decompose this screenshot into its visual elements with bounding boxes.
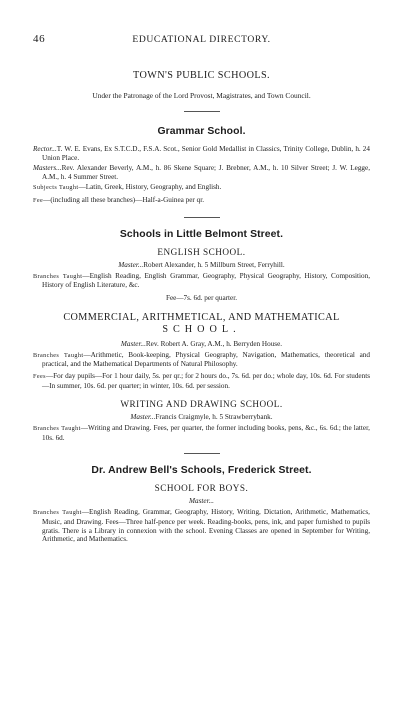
commercial-fees bbox=[33, 372, 370, 390]
bell-branches bbox=[33, 508, 370, 543]
section-title-towns-public-schools: TOWN'S PUBLIC SCHOOLS. bbox=[133, 70, 270, 81]
master-label: Master... bbox=[120, 339, 146, 348]
page-number: 46 bbox=[33, 33, 46, 45]
branches-label: Branches Taught bbox=[33, 425, 81, 433]
running-head bbox=[33, 33, 370, 47]
writing-master bbox=[33, 413, 370, 421]
masters-text: Rev. Alexander Beverly, A.M., h. 86 Skene Square; J. Brebner, A.M., h. 10 Silver Street; J. W. Legge, A.M., h. 4 Summer Street. bbox=[42, 164, 370, 181]
rector-text: T. W. E. Evans, Ex S.T.C.D., F.S.A. Scot., Senior Gold Medallist in Classics, Trinity College, Dublin, h. 24 Union Place. bbox=[42, 145, 370, 162]
divider-rule bbox=[184, 453, 220, 454]
branches-text: —English Reading, English Grammar, Geography, Physical Geography, History, Composition, History of English Literature, &c. bbox=[42, 271, 370, 290]
master-label: Master... bbox=[130, 413, 156, 422]
rector-label: Rector... bbox=[33, 145, 57, 153]
master-text: Rev. Robert A. Gray, A.M., h. Berryden House. bbox=[145, 339, 283, 348]
grammar-masters bbox=[33, 164, 370, 181]
subjects-label: Subjects Taught bbox=[33, 184, 79, 192]
fees-text: —For day pupils—For 1 hour daily, 5s. per qr.; for 2 hours do., 7s. 6d. per do.; whole day, 10s. 6d. For students—In summer, 10s. 6d. per quarter; in winter, 10s. 6d. per session. bbox=[42, 371, 370, 390]
subjects-text: —Latin, Greek, History, Geography, and English. bbox=[78, 183, 222, 192]
master-label: Master... bbox=[118, 260, 144, 269]
masters-label: Masters... bbox=[33, 164, 62, 173]
english-master bbox=[33, 261, 370, 269]
commercial-branches bbox=[33, 351, 370, 369]
bell-schools-heading: Dr. Andrew Bell's Schools, Frederick Street. bbox=[91, 465, 312, 477]
little-belmont-heading: Schools in Little Belmont Street. bbox=[119, 228, 284, 240]
grammar-school-heading: Grammar School. bbox=[157, 126, 246, 137]
branches-label: Branches Taught bbox=[33, 351, 84, 359]
fees-label: Fees bbox=[33, 372, 46, 380]
commercial-heading-line1: COMMERCIAL, ARITHMETICAL, AND MATHEMATICAL bbox=[63, 311, 340, 323]
school-for-boys-heading: SCHOOL FOR BOYS. bbox=[154, 483, 249, 494]
branches-text: —Arithmetic, Book-keeping, Physical Geography, Navigation, Mathematics, theoretical and practical, and the Mathematical Departments of Natural Philosophy. bbox=[42, 350, 370, 369]
fee-label: Fee bbox=[33, 196, 44, 204]
english-branches bbox=[33, 272, 370, 290]
bell-master bbox=[33, 497, 370, 505]
divider-rule bbox=[184, 217, 220, 218]
grammar-fee bbox=[33, 196, 370, 206]
english-fee: Fee—7s. 6d. per quarter. bbox=[165, 293, 238, 302]
english-school-heading: ENGLISH SCHOOL. bbox=[157, 246, 246, 257]
patronage-line: Under the Patronage of the Lord Provost, Magistrates, and Town Council. bbox=[92, 91, 311, 100]
branches-text: —English Reading, Grammar, Geography, History, Writing, Dictation, Arithmetic, Mathematics, Music, and Drawing. Fees—Three half-pence per week. Reading-books, pens, ink, and paper furnished to pupils gratis. There is a Library in connexion with the school. Evening Classes are opened in September for Writing, Arithmetic, and Mathematics. bbox=[42, 508, 370, 544]
divider-rule bbox=[184, 111, 220, 112]
master-label: Master... bbox=[189, 497, 214, 506]
master-text: Robert Alexander, h. 5 Millburn Street, Ferryhill. bbox=[143, 260, 285, 269]
fee-text: —(including all these branches)—Half-a-Guinea per qr. bbox=[43, 195, 204, 204]
grammar-subjects bbox=[33, 183, 370, 193]
running-title: EDUCATIONAL DIRECTORY. bbox=[132, 34, 271, 45]
grammar-rector bbox=[33, 145, 370, 162]
master-text: Francis Craigmyle, h. 5 Strawberrybank. bbox=[155, 413, 273, 422]
branches-text: —Writing and Drawing. Fees, per quarter, the former including books, pens, &c., 6s. 6d.; the latter, 10s. 6d. bbox=[42, 424, 370, 442]
writing-branches bbox=[33, 424, 370, 442]
writing-school-heading: WRITING AND DRAWING SCHOOL. bbox=[120, 399, 283, 410]
branches-label: Branches Taught bbox=[33, 272, 83, 280]
branches-label: Branches Taught bbox=[33, 509, 82, 517]
commercial-master bbox=[33, 340, 370, 348]
commercial-heading-line2: SCHOOL. bbox=[162, 323, 241, 335]
page-body bbox=[33, 70, 370, 544]
